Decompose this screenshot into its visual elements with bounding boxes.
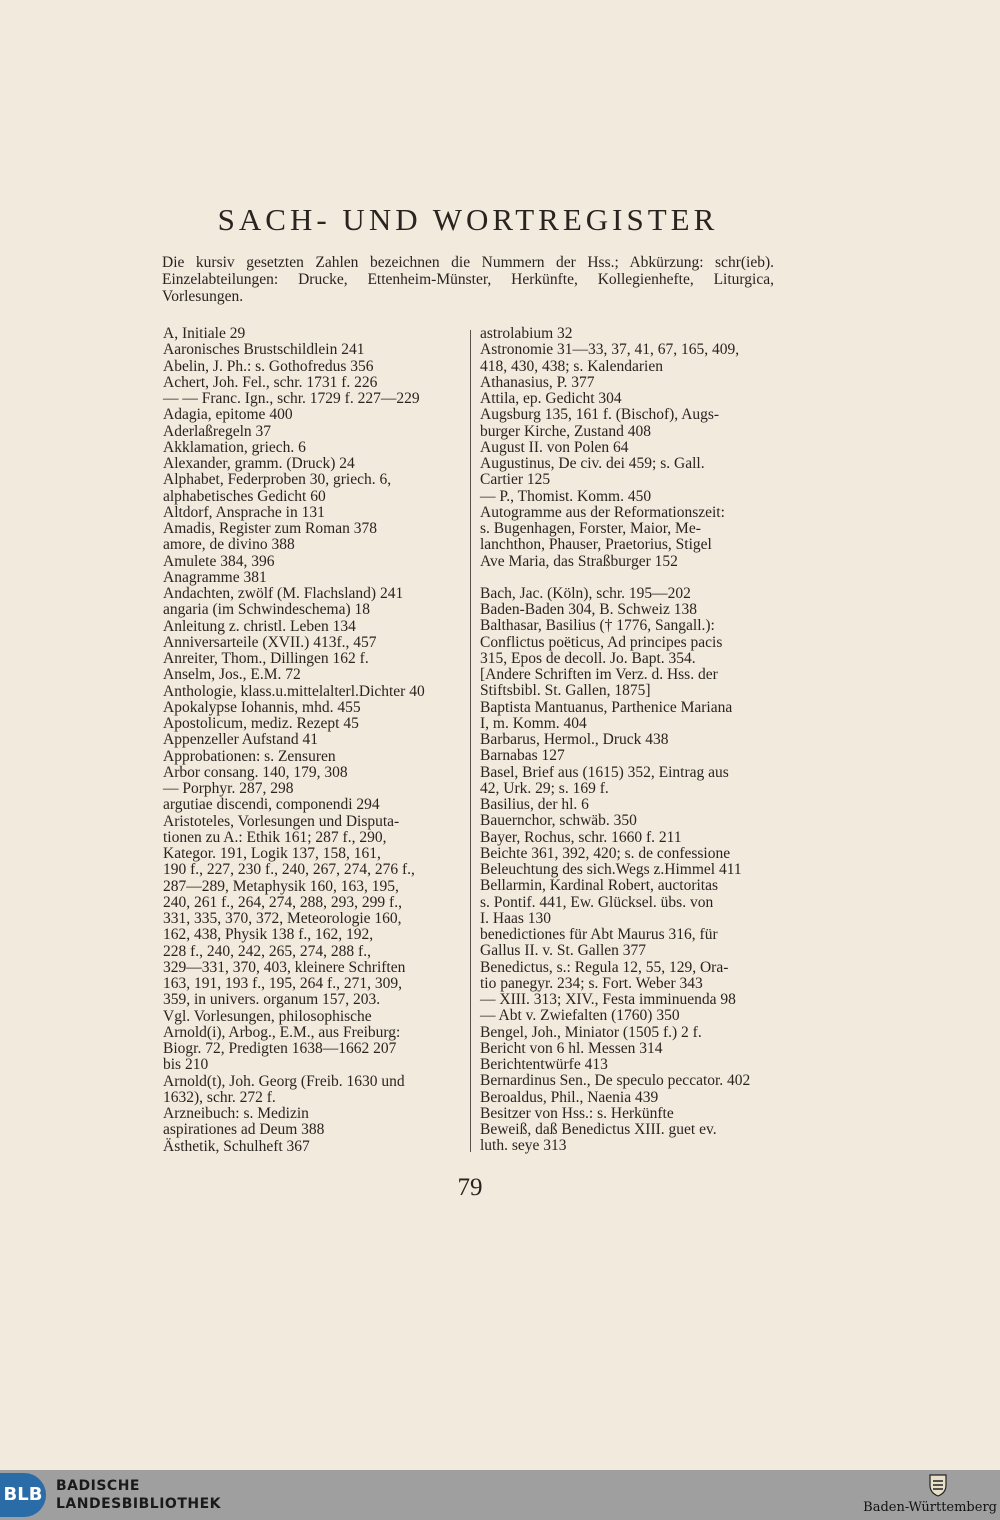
index-entry: 331, 335, 370, 372, Meteorologie 160, [163, 910, 402, 927]
column-divider [470, 330, 471, 1152]
index-entry: Beleuchtung des sich.Wegs z.Himmel 411 [480, 861, 742, 878]
index-entry: August II. von Polen 64 [480, 438, 629, 456]
index-entry: Barbarus, Hermol., Druck 438 [480, 731, 669, 748]
right-column [480, 326, 776, 1155]
index-entry: tionen zu A.: Ethik 161; 287 f., 290, [163, 828, 387, 846]
index-entry: Berichtentwürfe 413 [480, 1056, 608, 1073]
index-entry: Kategor. 191, Logik 137, 158, 161, [163, 845, 381, 862]
index-entry: Altdorf, Ansprache in 131 [163, 503, 325, 521]
index-entry: alphabetisches Gedicht 60 [163, 487, 326, 505]
index-entry: Basilius, der hl. 6 [480, 796, 589, 813]
index-entry: 190 f., 227, 230 f., 240, 267, 274, 276 f., [163, 861, 415, 879]
index-entry: Stiftsbibl. St. Gallen, 1875] [480, 682, 651, 700]
index-entry: Attila, ep. Gedicht 304 [480, 390, 622, 407]
intro-text: Die kursiv gesetzten Zahlen bezeichnen die Nummern der Hss.; Abkürzung: schr(ieb). Einzelabteilungen: Drucke, Ettenheim-Münster, Herkünfte, Kollegienhefte, Liturgica, Vorlesungen. [162, 254, 774, 305]
index-entry: benedictiones für Abt Maurus 316, für [480, 926, 718, 943]
index-entry: bis 210 [163, 1056, 209, 1074]
index-entry: Aderlaßregeln 37 [163, 422, 272, 440]
index-entry: Beichte 361, 392, 420; s. de confessione [480, 844, 731, 862]
index-entry: Apostolicum, mediz. Rezept 45 [163, 715, 359, 732]
index-entry: Arnold(t), Joh. Georg (Freib. 1630 und [163, 1072, 405, 1090]
index-entry: Approbationen: s. Zensuren [163, 747, 336, 765]
index-entry: Barnabas 127 [480, 747, 565, 765]
index-entry: Baptista Mantuanus, Parthenice Mariana [480, 698, 733, 716]
index-entry: Bellarmin, Kardinal Robert, auctoritas [480, 877, 719, 895]
index-entry: Ästhetik, Schulheft 367 [163, 1137, 310, 1155]
index-entry: Arnold(i), Arbog., E.M., aus Freiburg: [163, 1023, 401, 1041]
coat-of-arms-icon [928, 1473, 948, 1497]
index-entry: — P., Thomist. Komm. 450 [480, 487, 652, 505]
index-entry: Amadis, Register zum Roman 378 [163, 520, 377, 537]
library-name-line2: LANDESBIBLIOTHEK [56, 1496, 222, 1512]
index-entry: Bauernchor, schwäb. 350 [480, 812, 637, 830]
index-entry: Beweiß, daß Benedictus XIII. guet ev. [480, 1121, 717, 1138]
index-entry: A, Initiale 29 [163, 325, 246, 342]
index-entry: 418, 430, 438; s. Kalendarien [480, 357, 663, 375]
index-entry: Andachten, zwölf (M. Flachsland) 241 [163, 585, 404, 602]
index-entry: Aaronisches Brustschildlein 241 [163, 341, 365, 359]
index-entry: Amulete 384, 396 [163, 552, 275, 570]
index-entry: Anreiter, Thom., Dillingen 162 f. [163, 650, 369, 667]
index-entry: astrolabium 32 [480, 325, 573, 342]
index-entry: Anselm, Jos., E.M. 72 [163, 666, 301, 684]
index-entry: burger Kirche, Zustand 408 [480, 422, 652, 440]
index-entry: Arzneibuch: s. Medizin [163, 1105, 309, 1122]
index-entry: aspirationes ad Deum 388 [163, 1121, 325, 1139]
index-entry: 162, 438, Physik 138 f., 162, 192, [163, 926, 374, 944]
index-entry: argutiae discendi, componendi 294 [163, 796, 380, 814]
index-entry: Aristoteles, Vorlesungen und Disputa- [163, 812, 400, 830]
index-entry: — — Franc. Ign., schr. 1729 f. 227—229 [163, 390, 420, 407]
index-entry: tio panegyr. 234; s. Fort. Weber 343 [480, 974, 703, 992]
index-entry: s. Bugenhagen, Forster, Maior, Me- [480, 520, 701, 537]
index-entry: luth. seye 313 [480, 1137, 567, 1155]
index-entry: 163, 191, 193 f., 195, 264 f., 271, 309, [163, 975, 402, 992]
index-entry: 228 f., 240, 242, 265, 274, 288 f., [163, 942, 371, 960]
index-entry: Appenzeller Aufstand 41 [163, 731, 318, 749]
page-number: 79 [457, 1174, 483, 1201]
index-entry: Alphabet, Federproben 30, griech. 6, [163, 471, 392, 489]
index-entry: — Porphyr. 287, 298 [163, 780, 294, 797]
index-entry: s. Pontif. 441, Ew. Glücksel. übs. von [480, 893, 714, 911]
index-entry: Augustinus, De civ. dei 459; s. Gall. [480, 455, 705, 472]
index-entry: Autogramme aus der Reformationszeit: [480, 503, 725, 521]
state-name: Baden-Württemberg [863, 1500, 997, 1515]
index-entry: Basel, Brief aus (1615) 352, Eintrag aus [480, 763, 729, 781]
index-entry: Bernardinus Sen., De speculo peccator. 402 [480, 1072, 751, 1090]
index-entry: Beroaldus, Phil., Naenia 439 [480, 1088, 659, 1106]
index-entry: Adagia, epitome 400 [163, 406, 293, 424]
index-entry: 42, Urk. 29; s. 169 f. [480, 779, 609, 797]
index-entry: — Abt v. Zwiefalten (1760) 350 [480, 1007, 680, 1025]
index-entry: Biogr. 72, Predigten 1638—1662 207 [163, 1040, 397, 1057]
index-entry: Achert, Joh. Fel., schr. 1731 f. 226 [163, 373, 378, 391]
index-entry: Cartier 125 [480, 471, 551, 489]
index-entry: Bach, Jac. (Köln), schr. 195—202 [480, 584, 691, 602]
library-name-line1: BADISCHE [56, 1478, 140, 1494]
index-entry: Athanasius, P. 377 [480, 373, 595, 391]
index-entry: Abelin, J. Ph.: s. Gothofredus 356 [163, 357, 374, 375]
index-entry: angaria (im Schwindeschema) 18 [163, 601, 371, 619]
index-entry: 240, 261 f., 264, 274, 288, 293, 299 f., [163, 893, 402, 911]
blb-logo[interactable]: BLB [0, 1473, 46, 1517]
index-entry: [Andere Schriften im Verz. d. Hss. der [480, 666, 718, 683]
index-entry: Anagramme 381 [163, 568, 267, 586]
index-entry: Bericht von 6 hl. Messen 314 [480, 1039, 663, 1057]
index-entry: 359, in univers. organum 157, 203. [163, 991, 381, 1009]
index-entry: Benedictus, s.: Regula 12, 55, 129, Ora- [480, 958, 729, 976]
index-entry: 315, Epos de decoll. Jo. Bapt. 354. [480, 649, 696, 667]
index-entry: 329—331, 370, 403, kleinere Schriften [163, 958, 406, 976]
index-entry: Astronomie 31—33, 37, 41, 67, 165, 409, [480, 341, 740, 359]
index-entry: Bayer, Rochus, schr. 1660 f. 211 [480, 828, 682, 846]
index-entry: Arbor consang. 140, 179, 308 [163, 763, 348, 781]
index-entry: Apokalypse Iohannis, mhd. 455 [163, 698, 361, 716]
index-entry: Besitzer von Hss.: s. Herkünfte [480, 1104, 674, 1122]
index-entry: Vgl. Vorlesungen, philosophische [163, 1007, 372, 1025]
index-entry: Akklamation, griech. 6 [163, 438, 306, 456]
index-entry: Balthasar, Basilius († 1776, Sangall.): [480, 617, 715, 635]
index-entry: 1632), schr. 272 f. [163, 1088, 276, 1106]
intro-paragraph [162, 254, 774, 305]
left-column [163, 326, 460, 1155]
library-name [56, 1477, 221, 1513]
index-entry: I. Haas 130 [480, 909, 552, 927]
index-entry: Augsburg 135, 161 f. (Bischof), Augs- [480, 406, 720, 424]
index-entry: Anniversarteile (XVII.) 413f., 457 [163, 633, 377, 651]
index-entry: Bengel, Joh., Miniator (1505 f.) 2 f. [480, 1023, 702, 1041]
index-entry: Anthologie, klass.u.mittelalterl.Dichter 40 [163, 682, 425, 700]
index-entry: — XIII. 313; XIV., Festa imminuenda 98 [480, 991, 736, 1008]
index-entry: Alexander, gramm. (Druck) 24 [163, 455, 355, 472]
page-title: SACH- UND WORTREGISTER [217, 202, 719, 237]
index-entry: Anleitung z. christl. Leben 134 [163, 617, 356, 635]
footer-bar [0, 1470, 1000, 1520]
index-entry: Conflictus poëticus, Ad principes pacis [480, 633, 723, 651]
index-entry: Ave Maria, das Straßburger 152 [480, 552, 678, 570]
index-entry: lanchthon, Phauser, Praetorius, Stigel [480, 536, 712, 554]
index-entry: I, m. Komm. 404 [480, 714, 587, 732]
index-entry: amore, de divino 388 [163, 536, 295, 554]
index-entry: Baden-Baden 304, B. Schweiz 138 [480, 601, 697, 618]
index-entry: Gallus II. v. St. Gallen 377 [480, 942, 647, 960]
index-entry: 287—289, Metaphysik 160, 163, 195, [163, 877, 399, 895]
